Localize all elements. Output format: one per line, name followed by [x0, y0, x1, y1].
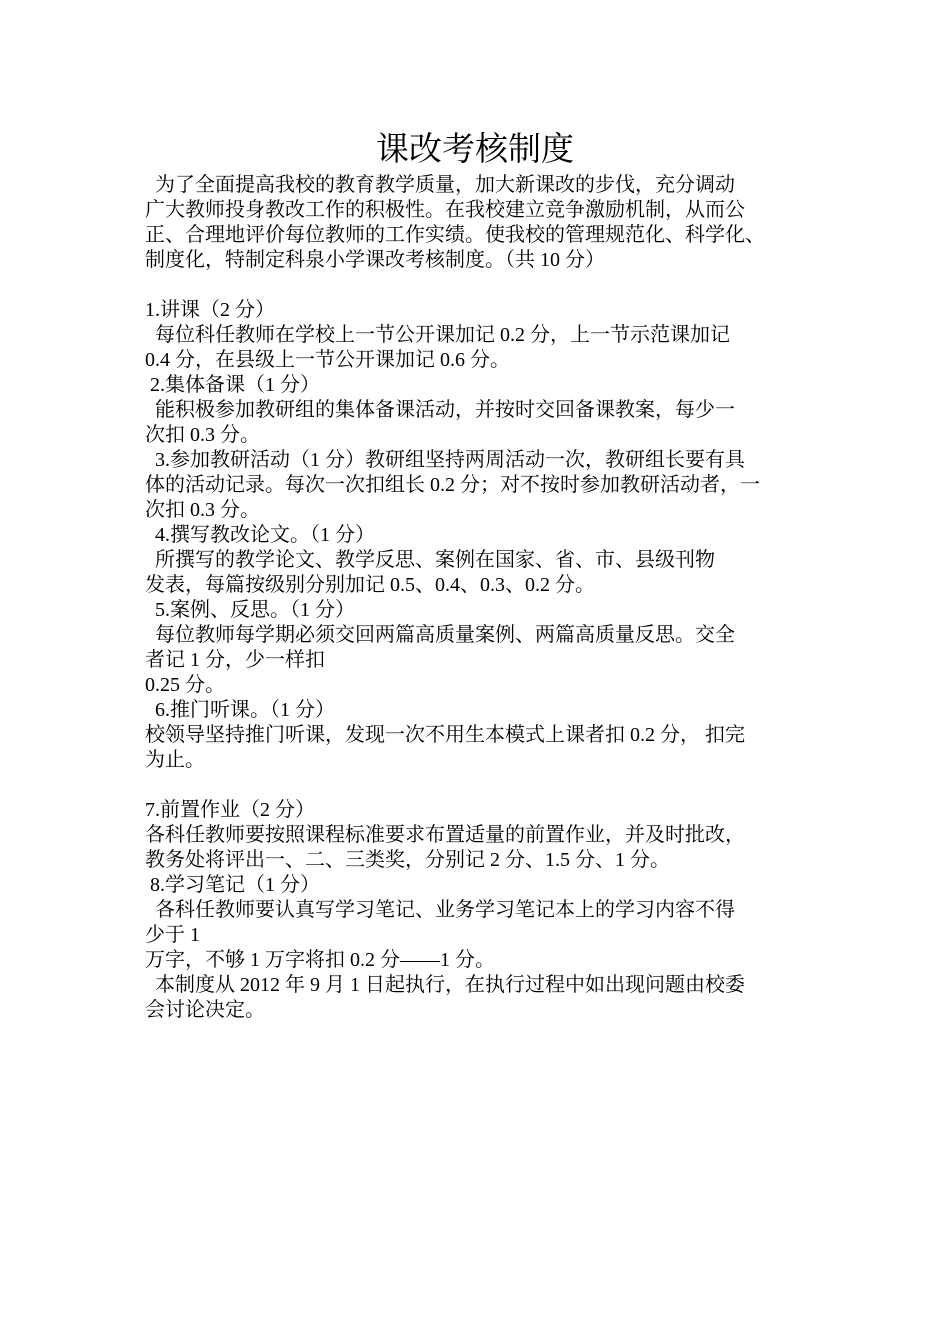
blank-line: [145, 273, 810, 298]
text-line: 4.撰写教改论文。（1 分）: [145, 524, 375, 546]
text-line: 为止。: [145, 749, 205, 771]
text-line: 为了全面提高我校的教育教学质量，加大新课改的步伐，充分调动: [145, 174, 735, 196]
text-line: 本制度从 2012 年 9 月 1 日起执行，在执行过程中如出现问题由校委: [145, 974, 745, 996]
text-line: 1.讲课（2 分）: [145, 299, 275, 321]
document-title: 课改考核制度: [376, 132, 574, 168]
text-line: 所撰写的教学论文、教学反思、案例在国家、省、市、县级刊物: [145, 549, 715, 571]
text-line: 发表，每篇按级别分别加记 0.5、0.4、0.3、0.2 分。: [145, 574, 595, 596]
text-line: 每位教师每学期必须交回两篇高质量案例、两篇高质量反思。交全: [145, 624, 735, 646]
text-line: 制度化，特制定科泉小学课改考核制度。（共 10 分）: [145, 249, 605, 271]
text-line: 5.案例、反思。（1 分）: [145, 599, 355, 621]
text-line: 能积极参加教研组的集体备课活动，并按时交回备课教案，每少一: [145, 399, 735, 421]
text-line: 0.4 分，在县级上一节公开课加记 0.6 分。: [145, 349, 510, 371]
text-line: 者记 1 分，少一样扣: [145, 649, 325, 671]
blank-line: [145, 773, 810, 798]
document-body: [145, 173, 810, 1023]
text-line: 广大教师投身教改工作的积极性。在我校建立竞争激励机制，从而公: [145, 199, 745, 221]
text-line: 每位科任教师在学校上一节公开课加记 0.2 分，上一节示范课加记: [145, 324, 730, 346]
text-line: 3.参加教研活动（1 分）教研组坚持两周活动一次，教研组长要有具: [145, 449, 745, 471]
text-line: 次扣 0.3 分。: [145, 499, 260, 521]
text-line: 万字，不够 1 万字将扣 0.2 分——1 分。: [145, 949, 495, 971]
text-line: 各科任教师要按照课程标准要求布置适量的前置作业，并及时批改，: [145, 824, 745, 846]
text-line: 校领导坚持推门听课，发现一次不用生本模式上课者扣 0.2 分， 扣完: [145, 724, 745, 746]
text-line: 少于 1: [145, 924, 200, 946]
text-line: 会讨论决定。: [145, 999, 265, 1021]
text-line: 正、合理地评价每位教师的工作实绩。使我校的管理规范化、科学化、: [145, 224, 765, 246]
text-line: 0.25 分。: [145, 674, 225, 696]
text-line: 2.集体备课（1 分）: [145, 374, 320, 396]
text-line: 各科任教师要认真写学习笔记、业务学习笔记本上的学习内容不得: [145, 899, 735, 921]
text-line: 6.推门听课。（1 分）: [145, 699, 335, 721]
text-line: 7.前置作业（2 分）: [145, 799, 315, 821]
text-line: 体的活动记录。每次一次扣组长 0.2 分；对不按时参加教研活动者，一: [145, 474, 760, 496]
text-line: 教务处将评出一、二、三类奖，分别记 2 分、1.5 分、1 分。: [145, 849, 670, 871]
text-line: 次扣 0.3 分。: [145, 424, 260, 446]
text-line: 8.学习笔记（1 分）: [145, 874, 320, 896]
